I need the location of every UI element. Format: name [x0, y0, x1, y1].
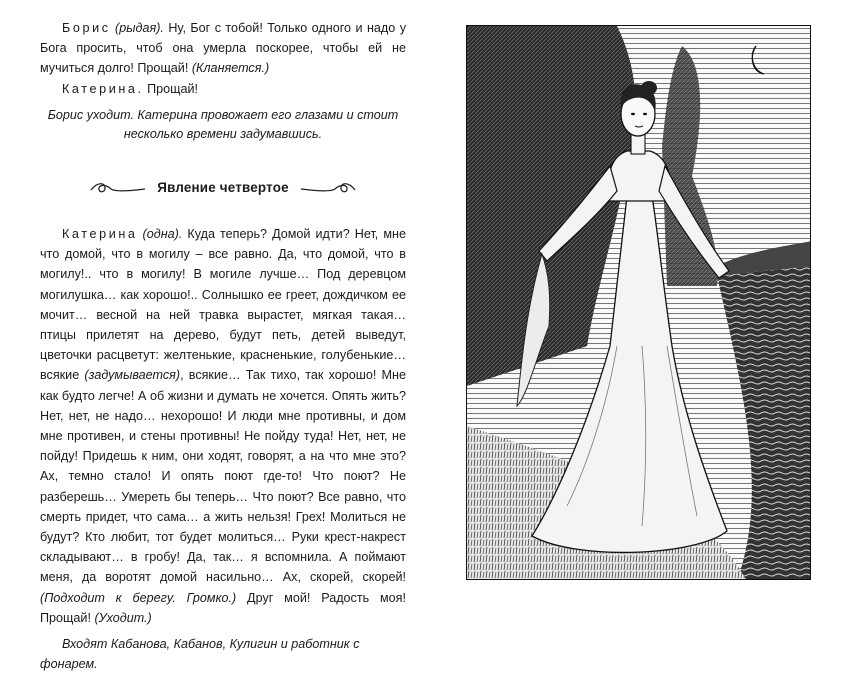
- stage-direction-final: Входят Кабанова, Кабанов, Кулигин и работник с фонарем.: [40, 637, 360, 672]
- katerina-monologue: [40, 224, 406, 628]
- boris-line: [40, 18, 406, 79]
- speaker-katerina: Катерина.: [62, 81, 144, 96]
- dialogue: Ну, Бог с тобой! Только одного и надо у Бога просить, чтоб она умерла поскорее, чтобы ей не мучиться долго! Прощай!: [40, 21, 406, 76]
- remark: (Кланяется.): [188, 61, 270, 76]
- dialogue: , всякие… Так тихо, так хорошо! Мне как будто легче! А об жизни и думать не хочется. Опять жить? Нет, нет, не надо… нехорошо! И люди мне противны, и дом мне противен, и стены противны! Не пойду туда! Нет, нет, не пойду! Придешь к ним, они ходят, говорят, а на что мне это? Ах, темно стало! И опять поют где-то! Что поют? Не разберешь… Умереть бы теперь… Что поют? Все равно, что смерть придет, что сама… а жить нельзя! Грех! Молиться не будут? Кто любит, тот будет молиться… Руки крест-накрест складывают… в гробу! Да, так… я вспомнила. А поймают меня, да воротят домой насильно… Ах, скорей, скорей!: [40, 368, 406, 585]
- remark: (рыдая).: [115, 21, 164, 35]
- flourish-right-icon: [299, 180, 357, 196]
- dialogue: Куда теперь? Домой идти? Нет, мне что домой, что в могилу – все равно. Да, что домой, что в могилу!.. что в могилу! В могиле лучше… Под деревцом могилушка… как хорошо!.. Солнышко ее греет, дождичком ее мочит… весной на ней травка вырастет, мягкая такая… птицы прилетят на дерево, будут петь, детей выведут, цветочки расцветут: желтенькие, красненькие, голубенькие… всякие: [40, 227, 406, 383]
- remark: (одна).: [137, 227, 183, 242]
- remark: (задумывается): [84, 368, 181, 383]
- flourish-left-icon: [89, 180, 147, 196]
- illustration-drawing: [467, 26, 811, 580]
- play-text-column: [40, 18, 406, 687]
- speaker-katerina: Катерина: [62, 227, 138, 242]
- katerina-line: [40, 79, 406, 99]
- dialogue: Прощай!: [143, 81, 199, 96]
- scene-title: Явление четвертое: [157, 179, 289, 195]
- remark: (Уходит.): [94, 610, 152, 625]
- scene-heading: [40, 178, 406, 198]
- stage-direction: Борис уходит. Катерина провожает его глазами и стоит несколько времени задумавшись.: [47, 107, 399, 141]
- dialogue: Друг мой! Радость моя! Прощай!: [40, 590, 407, 625]
- illustration-woman-by-river: [466, 25, 811, 580]
- speaker-boris: Борис: [62, 21, 111, 35]
- remark: (Подходит к берегу. Громко.): [40, 590, 237, 605]
